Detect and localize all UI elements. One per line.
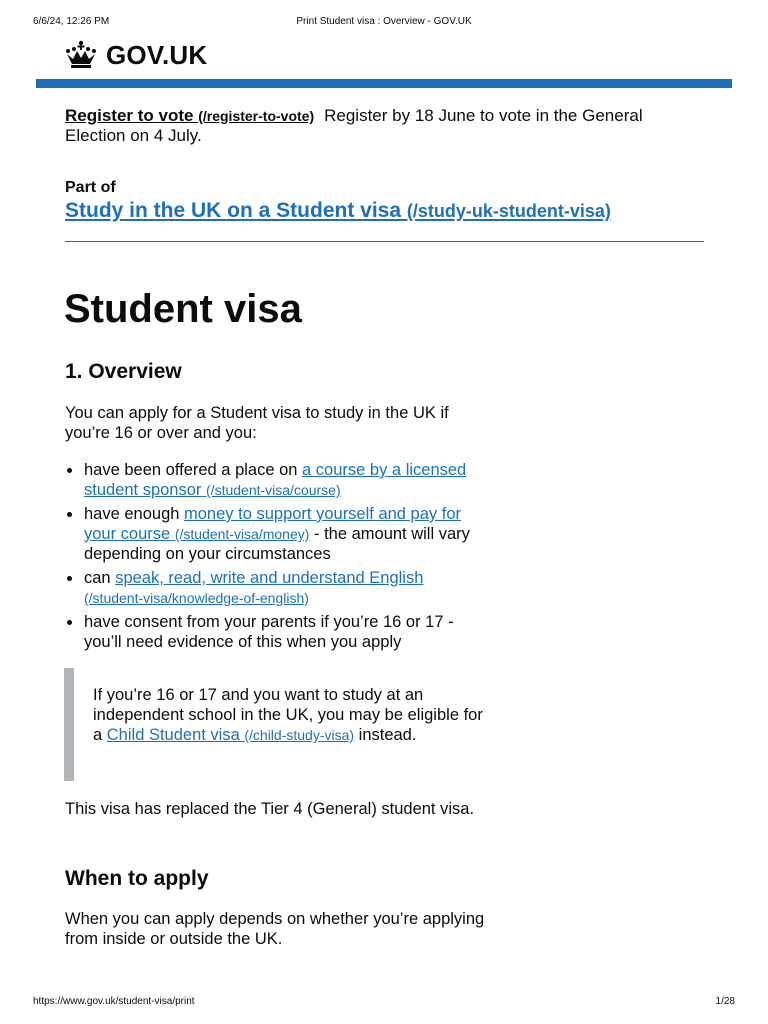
list-item-text: have been offered a place on (84, 461, 303, 479)
crown-icon (64, 40, 98, 70)
page-title: Student visa (64, 287, 302, 331)
eligibility-list (65, 460, 485, 656)
inset-text-pre: If you’re 16 or 17 and you want to study at an independent school in the UK, you may be eligible for a (93, 686, 483, 744)
overview-intro: You can apply for a Student visa to study in the UK if you’re 16 or over and you: (65, 404, 449, 442)
election-banner (65, 106, 705, 146)
child-student-visa-link[interactable] (107, 726, 354, 744)
part-of-block (65, 178, 705, 224)
govuk-logotype[interactable]: GOV.UK (106, 39, 208, 70)
list-item-text: have consent from your parents if you’re 16 or 17 - you’ll need evidence of this when you apply (84, 613, 454, 651)
print-page-title: Print Student visa : Overview - GOV.UK (296, 16, 472, 27)
english-link-label: speak, read, write and understand English (115, 569, 424, 587)
part-of-link-label: Study in the UK on a Student visa (65, 199, 402, 222)
child-visa-link-label: Child Student visa (106, 726, 240, 744)
list-item-text: - the amount will vary depending on your circumstances (84, 525, 470, 563)
list-item-text: have enough (84, 505, 185, 523)
english-link-href: (/student-visa/knowledge-of-english) (84, 590, 309, 606)
print-date: 6/6/24, 12:26 PM (33, 16, 110, 27)
english-link[interactable] (84, 569, 423, 607)
inset-paragraph (93, 685, 483, 745)
govuk-header (64, 38, 207, 72)
money-link-href: (/student-visa/money) (174, 526, 310, 542)
inset-text-post: instead. (354, 726, 417, 744)
when-to-apply-text: When you can apply depends on whether you’re applying from inside or outside the UK. (65, 910, 485, 948)
replaced-note: This visa has replaced the Tier 4 (General) student visa. (65, 800, 475, 818)
overview-heading: 1. Overview (65, 360, 182, 383)
print-header (0, 16, 768, 30)
money-link-label: money to support yourself and pay for your course (84, 505, 462, 543)
study-uk-student-visa-link[interactable] (65, 199, 611, 222)
list-item (65, 612, 485, 652)
course-link-href: (/student-visa/course) (206, 482, 341, 498)
register-to-vote-link[interactable] (65, 106, 314, 125)
section-divider (65, 241, 704, 242)
banner-text: Register by 18 June to vote in the General Election on 4 July. (65, 106, 643, 145)
register-to-vote-href: (/register-to-vote) (198, 108, 315, 124)
child-visa-link-href: (/child-study-visa) (244, 727, 355, 743)
print-url: https://www.gov.uk/student-visa/print (33, 996, 195, 1007)
part-of-link-href: (/study-uk-student-visa) (406, 201, 611, 221)
inset-text (64, 668, 484, 781)
list-item (65, 568, 485, 608)
when-to-apply-heading: When to apply (65, 867, 209, 890)
part-of-label: Part of (65, 179, 116, 196)
list-item (65, 504, 485, 564)
register-to-vote-label: Register to vote (65, 106, 194, 125)
print-footer (0, 996, 768, 1010)
list-item-text: can (84, 569, 116, 587)
header-blue-bar (36, 79, 732, 88)
list-item (65, 460, 485, 500)
page-number: 1/28 (715, 996, 735, 1007)
course-link-label: a course by a licensed student sponsor (84, 461, 467, 499)
